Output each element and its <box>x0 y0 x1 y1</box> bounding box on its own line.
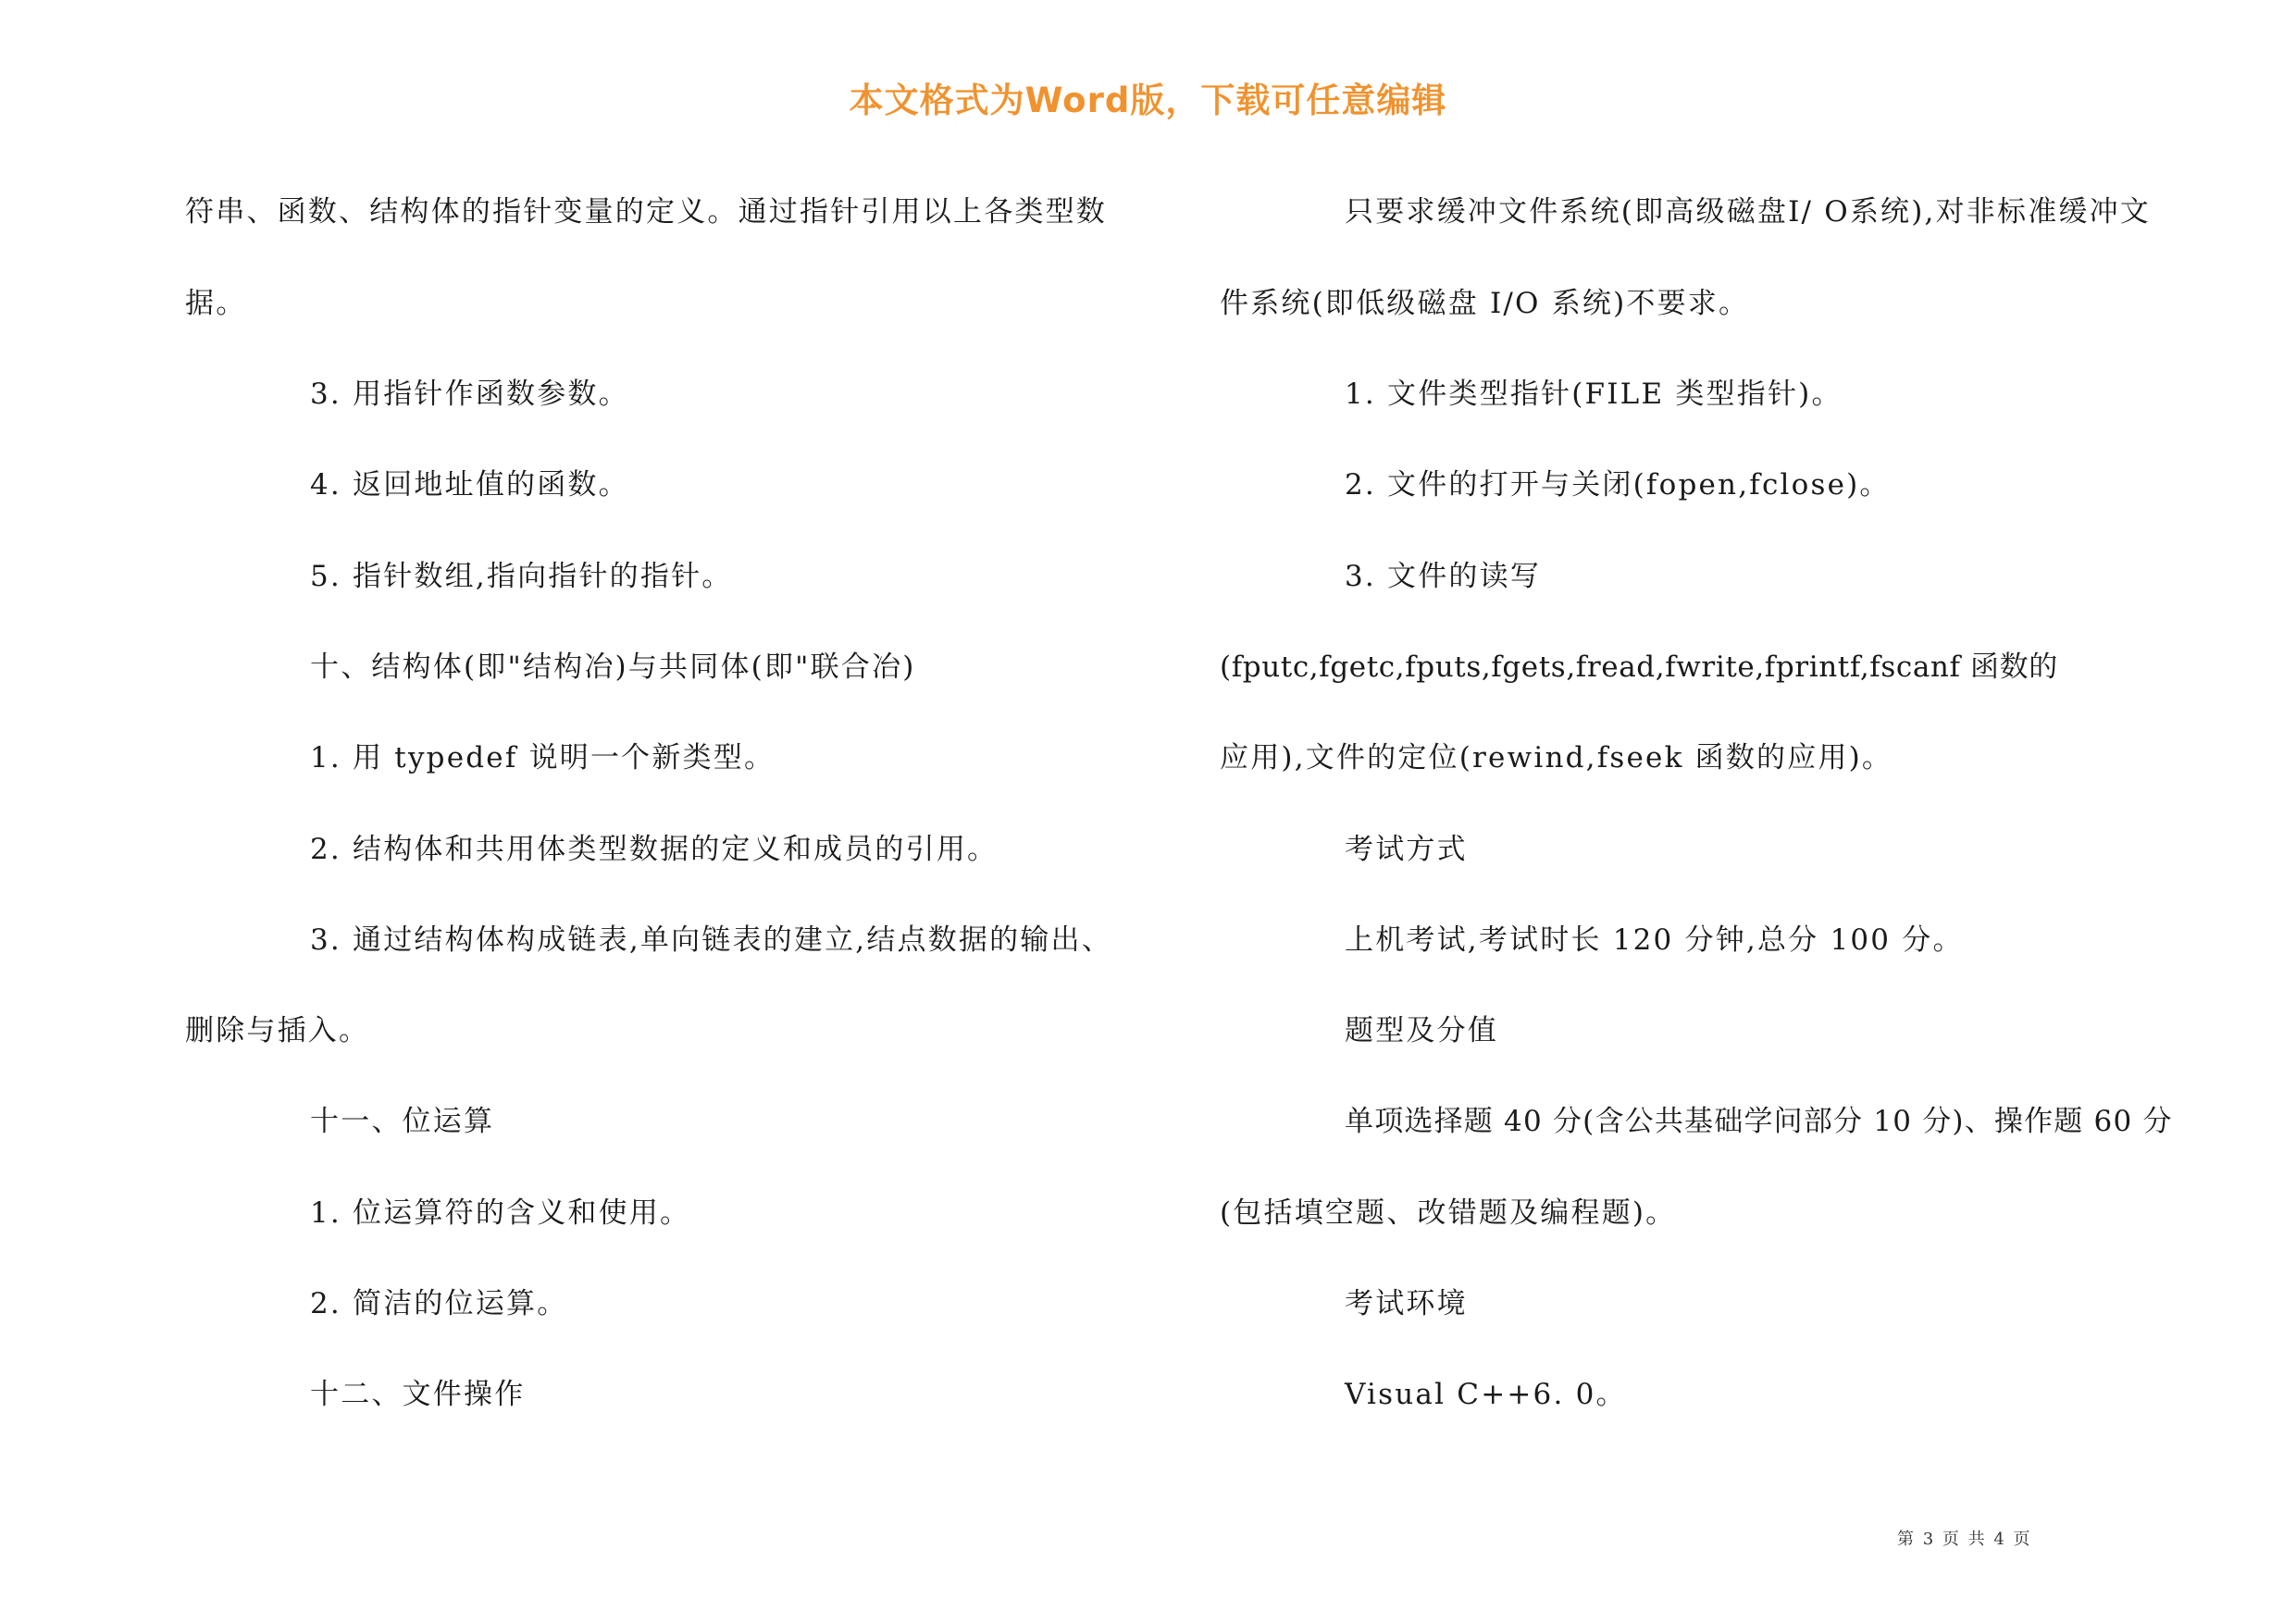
text-line: 4. 返回地址值的函数。 <box>310 468 629 502</box>
page-number: 第 3 页 共 4 页 <box>1897 1530 2032 1549</box>
text-line: 符串、函数、结构体的指针变量的定义。通过指针引用以上各类型数 <box>185 195 1107 229</box>
text-line: (fputc,fgetc,fputs,fgets,fread,fwrite,fprintf,fscanf 函数的 <box>1220 650 2058 684</box>
section-heading: 考试环境 <box>1345 1287 1468 1320</box>
text-line: 2. 结构体和共用体类型数据的定义和成员的引用。 <box>310 833 999 866</box>
text-line: 1. 文件类型指针(FILE 类型指针)。 <box>1345 378 1843 411</box>
section-heading: 十二、文件操作 <box>310 1378 526 1411</box>
text-line: 5. 指针数组,指向指针的指针。 <box>310 560 733 593</box>
text-line: 单项选择题 40 分(含公共基础学问部分 10 分)、操作题 60 分 <box>1345 1105 2173 1138</box>
text-line: 3. 用指针作函数参数。 <box>310 378 629 411</box>
text-line: 上机考试,考试时长 120 分钟,总分 100 分。 <box>1345 923 1964 957</box>
document-banner: 本文格式为Word版，下载可任意编辑 <box>849 81 1447 120</box>
text-line: 1. 位运算符的含义和使用。 <box>310 1196 691 1230</box>
section-heading: 题型及分值 <box>1345 1014 1498 1047</box>
text-line: 应用),文件的定位(rewind,fseek 函数的应用)。 <box>1220 741 1893 774</box>
section-heading: 十、结构体(即"结构冶)与共同体(即"联合冶) <box>310 650 916 684</box>
text-line: 2. 文件的打开与关闭(fopen,fclose)。 <box>1345 468 1891 502</box>
section-heading: 考试方式 <box>1345 833 1468 866</box>
section-heading: 十一、位运算 <box>310 1105 495 1138</box>
text-line: 1. 用 typedef 说明一个新类型。 <box>310 741 776 774</box>
text-line: 3. 通过结构体构成链表,单向链表的建立,结点数据的输出、 <box>310 923 1112 957</box>
text-line: 删除与插入。 <box>185 1014 370 1047</box>
text-line: 件系统(即低级磁盘 I/O 系统)不要求。 <box>1220 287 1750 320</box>
text-line: 据。 <box>185 287 247 320</box>
text-line: (包括填空题、改错题及编程题)。 <box>1220 1196 1677 1230</box>
text-line: 2. 简洁的位运算。 <box>310 1287 568 1320</box>
text-line: Visual C++6. 0。 <box>1345 1378 1627 1411</box>
text-line: 只要求缓冲文件系统(即高级磁盘I/ O系统),对非标准缓冲文 <box>1345 195 2151 229</box>
text-line: 3. 文件的读写 <box>1345 560 1542 593</box>
